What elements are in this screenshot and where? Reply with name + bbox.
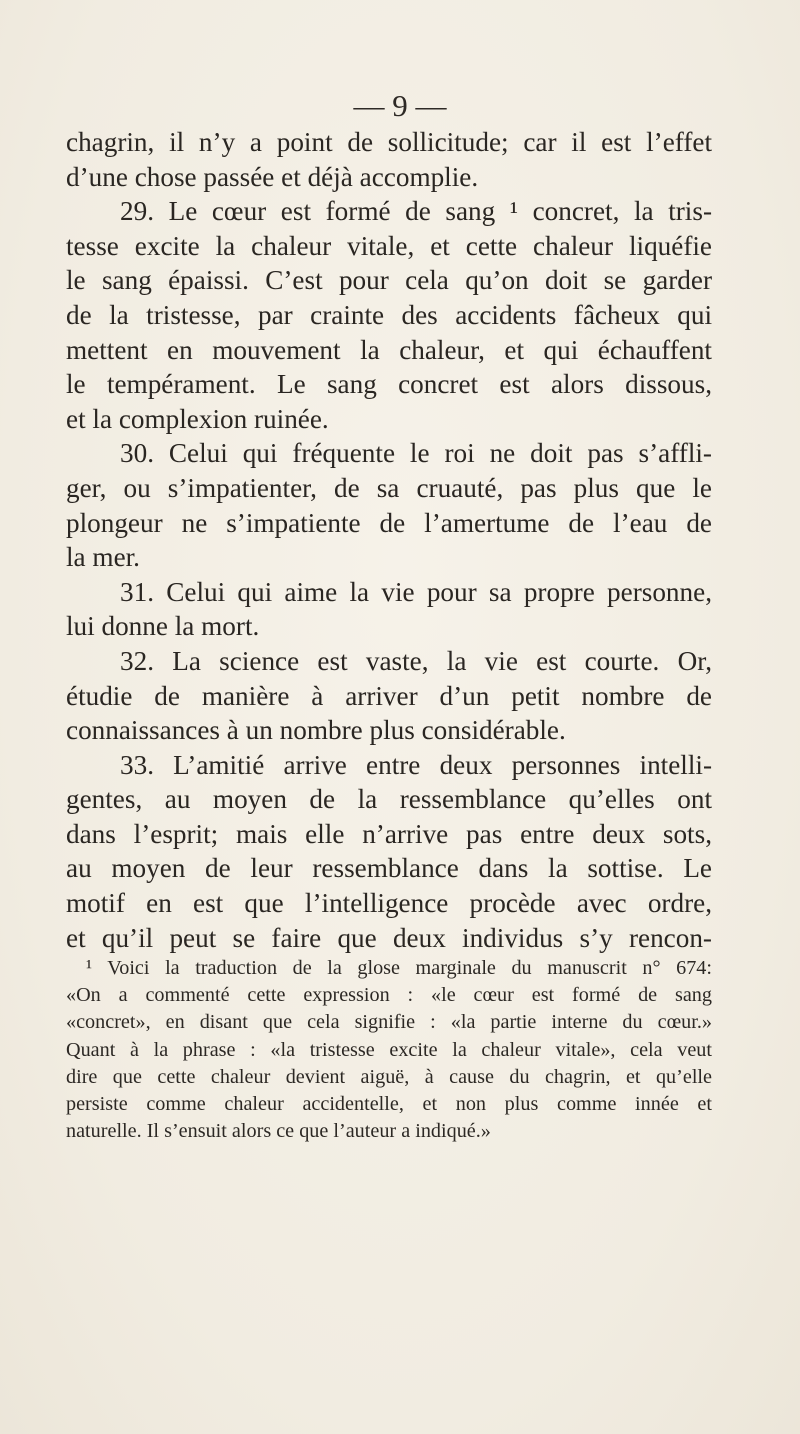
- text-line: le tempérament. Le sang concret est alors dissous,: [66, 369, 712, 400]
- footnote-line: dire que cette chaleur devient aiguë, à cause du chagrin, et qu’elle: [66, 1065, 712, 1088]
- footnote-block: [66, 955, 712, 1145]
- text-line: plongeur ne s’impatiente de l’amertume de l’eau de: [66, 507, 712, 538]
- text-line: gentes, au moyen de la ressemblance qu’elles ont: [66, 784, 712, 815]
- footnote-line: naturelle. Il s’ensuit alors ce que l’auteur a indiqué.»: [66, 1120, 491, 1143]
- text-line: et qu’il peut se faire que deux individus s’y rencon-: [66, 922, 712, 953]
- footnote-line: ¹ Voici la traduction de la glose marginale du manuscrit n° 674:: [86, 957, 712, 979]
- text-line: motif en est que l’intelligence procède avec ordre,: [66, 888, 712, 919]
- text-line: 30. Celui qui fréquente le roi ne doit pas s’affli-: [120, 438, 712, 469]
- text-line: la mer.: [66, 542, 140, 573]
- footnote-line: persiste comme chaleur accidentelle, et non plus comme innée et: [66, 1093, 712, 1116]
- text-line: connaissances à un nombre plus considérable.: [66, 715, 566, 746]
- text-line: chagrin, il n’y a point de sollicitude; car il est l’effet: [66, 127, 712, 157]
- main-text-block: [66, 125, 712, 955]
- text-line: au moyen de leur ressemblance dans la sottise. Le: [66, 853, 712, 884]
- text-line: lui donne la mort.: [66, 611, 260, 642]
- text-line: 29. Le cœur est formé de sang ¹ concret, la tris-: [120, 196, 712, 227]
- text-line: 33. L’amitié arrive entre deux personnes intelli-: [120, 749, 712, 780]
- text-line: le sang épaissi. C’est pour cela qu’on doit se garder: [66, 265, 712, 296]
- text-line: ger, ou s’impatienter, de sa cruauté, pas plus que le: [66, 472, 712, 503]
- text-line: et la complexion ruinée.: [66, 403, 329, 434]
- page-number-heading: — 9 —: [353, 88, 447, 123]
- footnote-line: Quant à la phrase : «la tristesse excite la chaleur vitale», cela veut: [66, 1038, 712, 1061]
- text-line: d’une chose passée et déjà accomplie.: [66, 161, 479, 192]
- footnote-line: «concret», en disant que cela signifie : «la partie interne du cœur.»: [66, 1011, 712, 1034]
- text-line: dans l’esprit; mais elle n’arrive pas entre deux sots,: [66, 818, 712, 849]
- text-line: étudie de manière à arriver d’un petit nombre de: [66, 680, 712, 711]
- text-line: tesse excite la chaleur vitale, et cette chaleur liquéfie: [66, 230, 712, 261]
- footnote-line: «On a commenté cette expression : «le cœur est formé de sang: [66, 984, 712, 1007]
- text-line: mettent en mouvement la chaleur, et qui échauffent: [66, 334, 712, 365]
- text-line: de la tristesse, par crainte des accidents fâcheux qui: [66, 299, 712, 330]
- text-line: 32. La science est vaste, la vie est courte. Or,: [120, 645, 712, 676]
- text-line: 31. Celui qui aime la vie pour sa propre personne,: [120, 576, 712, 607]
